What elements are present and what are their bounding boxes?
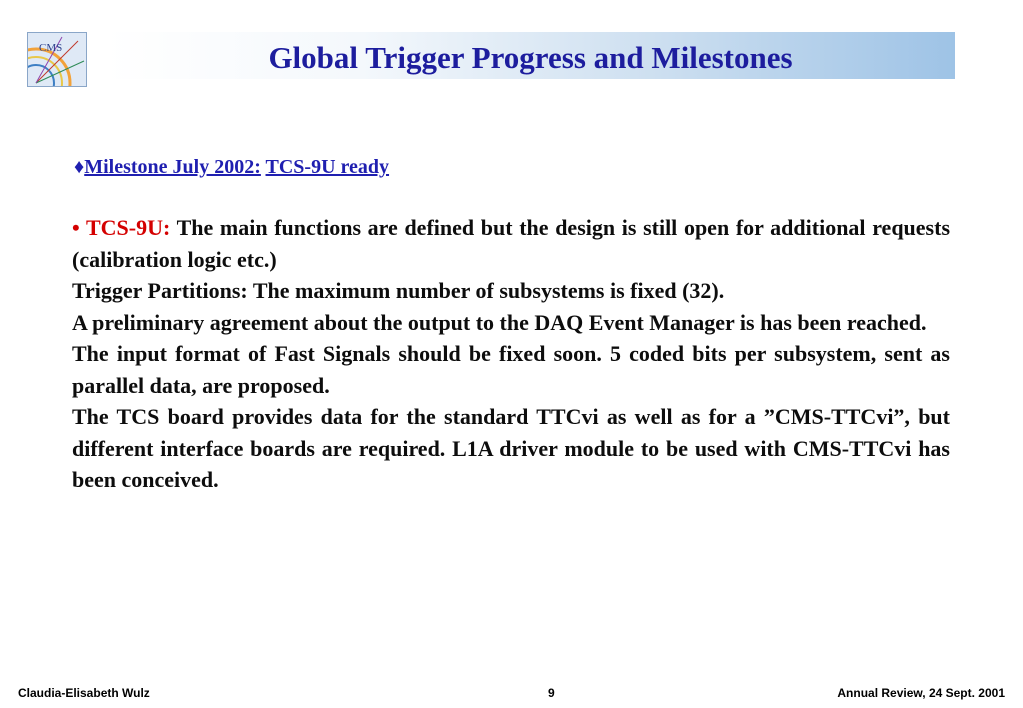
diamond-bullet-icon: ♦ — [74, 156, 85, 178]
footer-event: Annual Review, 24 Sept. 2001 — [837, 686, 1005, 700]
milestone-label[interactable]: Milestone July 2002: — [84, 156, 261, 178]
content-body — [72, 212, 950, 496]
paragraph-3: A preliminary agreement about the output to the DAQ Event Manager is has been reached. — [72, 309, 927, 335]
tcs-label: TCS-9U: — [85, 215, 171, 240]
paragraph-1: The main functions are defined but the design is still open for additional requests (calibration logic etc.) — [72, 215, 951, 272]
paragraph-5: The TCS board provides data for the standard TTCvi as well as for a ”CMS-TTCvi”, but different interface boards are required. L1A driver module to be used with CMS-TTCvi has been conceived. — [72, 404, 950, 492]
cms-logo-icon — [27, 32, 87, 87]
footer-page-number: 9 — [548, 686, 555, 700]
cms-logo-graphic — [28, 33, 87, 87]
paragraph-4: The input format of Fast Signals should be fixed soon. 5 coded bits per subsystem, sent as parallel data, are proposed. — [72, 341, 950, 398]
footer-author: Claudia-Elisabeth Wulz — [18, 686, 150, 700]
paragraph-tcs — [72, 212, 950, 275]
bullet-icon: • — [72, 215, 80, 240]
logo-text: CMS — [39, 42, 63, 54]
paragraph-2: Trigger Partitions: The maximum number of subsystems is fixed (32). — [72, 278, 725, 303]
milestone-value[interactable]: TCS-9U ready — [265, 156, 390, 178]
title-bar — [106, 32, 955, 79]
page-title: Global Trigger Progress and Milestones — [268, 40, 793, 75]
milestone-line — [74, 156, 389, 179]
